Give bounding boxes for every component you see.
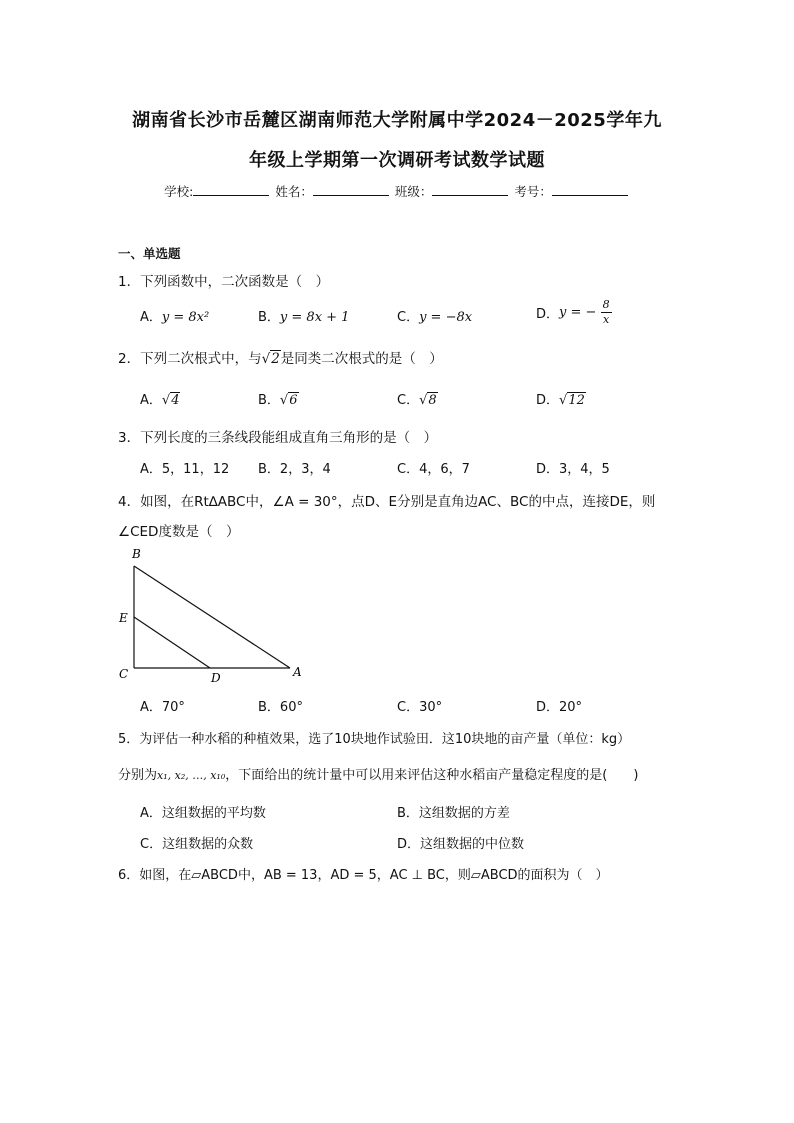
question-5-line1: 5．为评估一种水稻的种植效果，选了10块地作试验田．这10块地的亩产量（单位：kg）	[118, 732, 631, 747]
q2-a-label: A．	[140, 393, 162, 408]
question-3-stem: 3．下列长度的三条线段能组成直角三角形的是（ ）	[118, 430, 438, 446]
q5-option-d[interactable]: D．这组数据的中位数	[397, 837, 525, 852]
q1-option-c[interactable]	[397, 306, 472, 325]
label-e: E	[119, 611, 128, 625]
q2-option-d[interactable]	[536, 389, 586, 408]
q4-triangle-figure	[110, 542, 310, 688]
q2-d-radical: √12	[559, 393, 585, 408]
section-heading: 一、单选题	[118, 246, 181, 261]
question-1-stem: 1．下列函数中，二次函数是（ ）	[118, 274, 330, 290]
exam-title-line2: 年级上学期第一次调研考试数学试题	[249, 150, 545, 171]
question-6-stem: 6．如图，在▱ABCD中，AB = 13，AD = 5，AC ⊥ BC，则▱ABCD的面积为（ ）	[118, 868, 609, 883]
q1-b-expr: y = 8x + 1	[279, 310, 350, 325]
q5-option-a[interactable]: A．这组数据的平均数	[140, 806, 266, 821]
q5-variables: x₁, x₂, …, x₁₀	[157, 769, 226, 782]
q2-c-label: C．	[397, 393, 420, 408]
name-label: 姓名：	[275, 184, 313, 199]
q2-c-radical: √8	[419, 393, 437, 408]
q1-d-numerator: 8	[602, 298, 610, 311]
q1-option-a[interactable]	[140, 306, 209, 325]
q5-option-c[interactable]: C．这组数据的众数	[140, 837, 254, 852]
label-a: A	[293, 665, 302, 679]
school-label: 学校:	[164, 184, 194, 199]
q3-option-b[interactable]: B．2，3，4	[258, 462, 331, 477]
q2-stem-radical: √2	[261, 351, 280, 367]
q1-c-expr: y = −8x	[419, 310, 473, 325]
q2-stem-pre: 2．下列二次根式中，与	[118, 351, 262, 367]
exam-no-blank[interactable]	[552, 183, 628, 196]
side-ab	[134, 566, 290, 668]
q1-a-expr: y = 8x²	[161, 310, 210, 325]
question-2-stem	[118, 347, 443, 367]
label-c: C	[119, 667, 129, 681]
q5-line2-pre: 分别为	[118, 768, 158, 783]
exam-no-label: 考号：	[514, 184, 552, 199]
label-d: D	[211, 671, 221, 685]
q2-a-radicand: 4	[171, 393, 180, 408]
q2-b-label: B．	[258, 393, 280, 408]
segment-de	[134, 617, 210, 668]
q5-line2-post: ，下面给出的统计量中可以用来评估这种水稻亩产量稳定程度的是( )	[225, 768, 639, 783]
q1-option-b[interactable]	[258, 306, 349, 325]
q4-option-a[interactable]: A．70°	[140, 700, 185, 715]
class-blank[interactable]	[432, 183, 508, 196]
q2-d-radicand: 12	[568, 393, 585, 408]
q2-b-radicand: 6	[289, 393, 298, 408]
q1-b-label: B．	[258, 310, 280, 325]
q1-d-expr: y = −	[559, 305, 597, 320]
q5-option-b[interactable]: B．这组数据的方差	[397, 806, 510, 821]
q1-d-denominator: x	[602, 313, 610, 326]
q2-option-c[interactable]	[397, 389, 438, 408]
q1-d-fraction	[601, 298, 612, 327]
q2-a-radical: √4	[161, 393, 180, 408]
q2-option-b[interactable]	[258, 389, 299, 408]
name-blank[interactable]	[313, 183, 389, 196]
q3-option-c[interactable]: C．4，6，7	[397, 462, 470, 477]
q3-option-d[interactable]: D．3，4，5	[536, 462, 610, 477]
question-4-line1: 4．如图，在Rt∆ABC中，∠A = 30°，点D、E分别是直角边AC、BC的中点，连接DE，则	[118, 494, 656, 510]
q2-stem-radicand: 2	[271, 351, 280, 367]
label-b: B	[132, 547, 141, 561]
class-label: 班级：	[394, 184, 433, 199]
q4-option-d[interactable]: D．20°	[536, 700, 583, 715]
q3-option-a[interactable]: A．5，11，12	[140, 462, 230, 477]
q4-option-b[interactable]: B．60°	[258, 700, 303, 715]
q1-a-label: A．	[140, 310, 162, 325]
student-info-row	[0, 182, 794, 200]
question-4-line2: ∠CED度数是（ ）	[118, 524, 240, 540]
q2-c-radicand: 8	[428, 393, 437, 408]
school-blank[interactable]	[193, 183, 269, 196]
q1-d-label: D．	[536, 307, 560, 322]
q2-stem-post: 是同类二次根式的是（ ）	[280, 351, 443, 367]
q1-c-label: C．	[397, 310, 420, 325]
q2-d-label: D．	[536, 393, 560, 408]
q4-option-c[interactable]: C．30°	[397, 700, 443, 715]
question-5-line2	[118, 764, 638, 783]
exam-title-line1: 湖南省长沙市岳麓区湖南师范大学附属中学2024－2025学年九	[132, 110, 662, 131]
q1-option-d[interactable]	[536, 298, 612, 327]
q2-b-radical: √6	[279, 393, 298, 408]
q2-option-a[interactable]	[140, 389, 180, 408]
